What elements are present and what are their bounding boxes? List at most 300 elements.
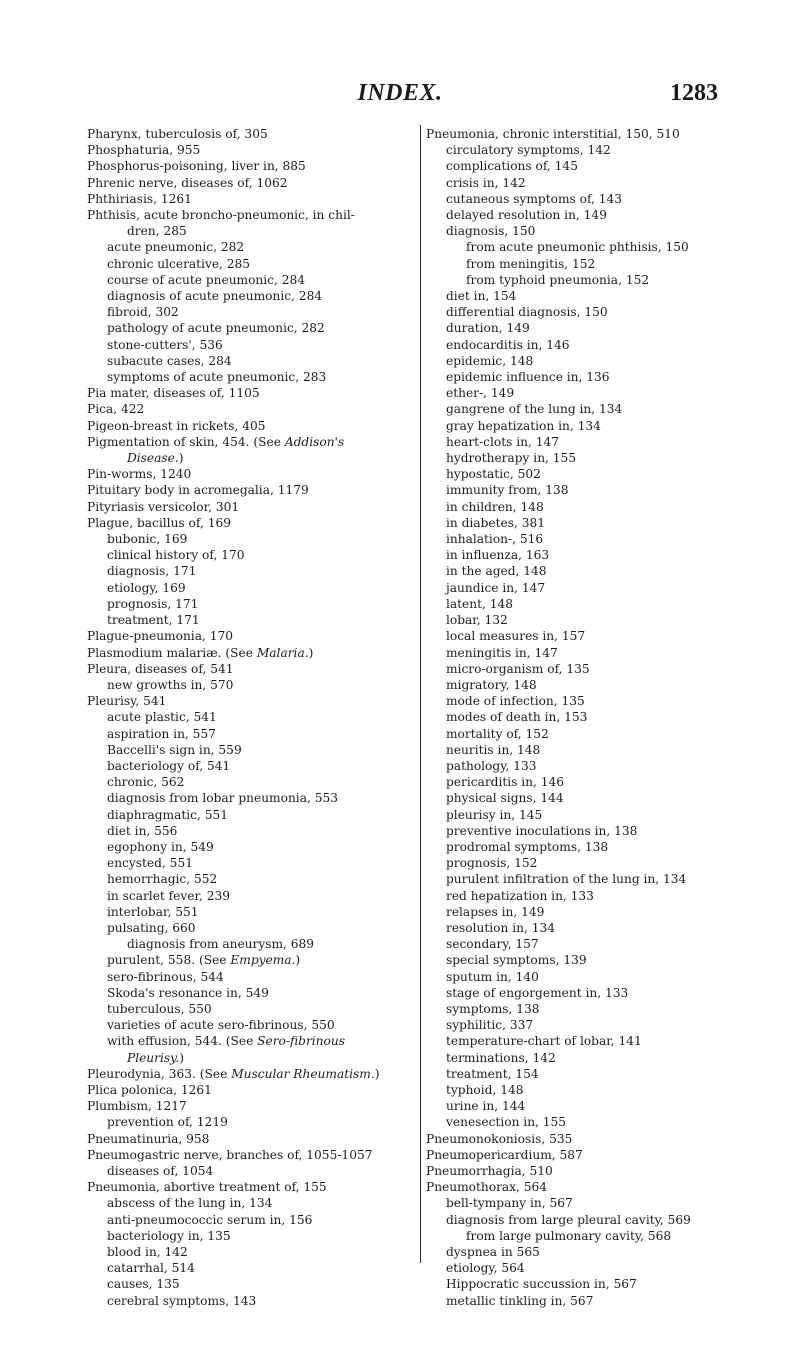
index-entry	[87, 920, 412, 936]
entry-text: purulent, 558. (See	[107, 953, 231, 968]
entry-text: stone-cutters', 536	[107, 337, 223, 352]
index-entry	[426, 1276, 751, 1292]
entry-text: in children, 148	[446, 499, 544, 514]
index-entry	[87, 515, 412, 531]
entry-text: differential diagnosis, 150	[446, 305, 608, 320]
index-entry	[87, 596, 412, 612]
index-entry	[87, 353, 412, 369]
entry-text: physical signs, 144	[446, 791, 564, 806]
index-entry	[87, 1147, 412, 1163]
entry-text: modes of death in, 153	[446, 710, 588, 725]
index-entry	[87, 661, 412, 677]
entry-text: preventive inoculations in, 138	[446, 823, 638, 838]
cross-reference: Sero-fibrinous	[257, 1034, 345, 1049]
index-entry	[87, 839, 412, 855]
entry-text: prognosis, 171	[107, 596, 199, 611]
entry-text: Pneumopericardium, 587	[426, 1147, 583, 1162]
index-entry	[87, 482, 412, 498]
index-entry	[426, 969, 751, 985]
cross-reference: Muscular Rheumatism.	[231, 1066, 375, 1081]
entry-text: typhoid, 148	[446, 1082, 524, 1097]
entry-text: acute pneumonic, 282	[107, 240, 245, 255]
entry-text: Pin-worms, 1240	[87, 467, 192, 482]
index-entry	[426, 758, 751, 774]
entry-text: in diabetes, 381	[446, 515, 545, 530]
entry-text: stage of engorgement in, 133	[446, 985, 629, 1000]
entry-text: cutaneous symptoms of, 143	[446, 191, 623, 206]
entry-text: metallic tinkling in, 567	[446, 1293, 594, 1308]
index-entry	[87, 709, 412, 725]
index-entry	[87, 499, 412, 515]
index-entry	[87, 1163, 412, 1179]
entry-text: mortality of, 152	[446, 726, 549, 741]
index-entry	[87, 531, 412, 547]
index-entry	[426, 774, 751, 790]
entry-text: in influenza, 163	[446, 548, 550, 563]
entry-text: chronic ulcerative, 285	[107, 256, 251, 271]
index-entry	[87, 256, 412, 272]
index-entry	[426, 191, 751, 207]
entry-text: diagnosis from aneurysm, 689	[127, 937, 315, 952]
index-entry	[87, 1276, 412, 1292]
entry-text: pathology, 133	[446, 758, 537, 773]
entry-text: bell-tympany in, 567	[446, 1196, 573, 1211]
index-entry	[426, 742, 751, 758]
entry-text: symptoms of acute pneumonic, 283	[107, 370, 327, 385]
entry-text: gangrene of the lung in, 134	[446, 402, 623, 417]
entry-text: prevention of, 1219	[107, 1115, 228, 1130]
entry-text: urine in, 144	[446, 1099, 526, 1114]
index-entry	[426, 288, 751, 304]
index-entry	[87, 1195, 412, 1211]
index-entry	[87, 418, 412, 434]
index-entry	[87, 1098, 412, 1114]
index-entry	[426, 1163, 751, 1179]
index-entry	[426, 401, 751, 417]
entry-text: etiology, 169	[107, 580, 186, 595]
entry-text: inhalation-, 516	[446, 532, 544, 547]
index-entry	[426, 142, 751, 158]
index-entry	[87, 580, 412, 596]
entry-text: blood in, 142	[107, 1245, 188, 1260]
index-entry	[426, 385, 751, 401]
entry-text: cerebral symptoms, 143	[107, 1293, 257, 1308]
index-entry	[87, 1033, 412, 1049]
index-entry	[426, 272, 751, 288]
index-entry	[426, 888, 751, 904]
index-entry	[426, 790, 751, 806]
index-entry	[426, 418, 751, 434]
entry-text: anti-pneumococcic serum in, 156	[107, 1212, 313, 1227]
entry-text: acute plastic, 541	[107, 710, 217, 725]
index-entry	[87, 645, 412, 661]
entry-text: Phosphaturia, 955	[87, 143, 201, 158]
entry-text: etiology, 564	[446, 1261, 525, 1276]
entry-text: temperature-chart of lobar, 141	[446, 1034, 642, 1049]
index-entry	[426, 320, 751, 336]
entry-text: dren, 285	[127, 224, 187, 239]
index-entry	[87, 272, 412, 288]
index-entry	[87, 871, 412, 887]
entry-text: Pia mater, diseases of, 1105	[87, 386, 260, 401]
entry-text: circulatory symptoms, 142	[446, 143, 611, 158]
index-entry	[87, 855, 412, 871]
index-entry	[87, 207, 412, 223]
index-entry	[426, 207, 751, 223]
index-entry	[87, 175, 412, 191]
index-entry	[87, 369, 412, 385]
entry-text: latent, 148	[446, 596, 514, 611]
entry-text: prodromal symptoms, 138	[446, 839, 609, 854]
index-entry	[426, 580, 751, 596]
entry-tail: )	[374, 1066, 380, 1081]
entry-text: local measures in, 157	[446, 629, 586, 644]
entry-text: terminations, 142	[446, 1050, 556, 1065]
index-entry	[426, 531, 751, 547]
index-entry	[87, 1212, 412, 1228]
index-entry	[87, 1131, 412, 1147]
index-entry	[87, 304, 412, 320]
index-entry	[87, 904, 412, 920]
index-entry	[426, 239, 751, 255]
index-entry	[426, 256, 751, 272]
index-entry	[87, 1293, 412, 1309]
entry-text: venesection in, 155	[446, 1115, 567, 1130]
index-entry	[87, 320, 412, 336]
entry-text: Pleurisy, 541	[87, 694, 167, 709]
entry-text: treatment, 154	[446, 1066, 539, 1081]
entry-text: Plica polonica, 1261	[87, 1082, 212, 1097]
index-entry	[87, 1050, 412, 1066]
index-entry	[87, 952, 412, 968]
index-entry	[87, 726, 412, 742]
entry-text: secondary, 157	[446, 937, 539, 952]
entry-text: sero-fibrinous, 544	[107, 969, 224, 984]
index-entry	[426, 1050, 751, 1066]
index-entry	[87, 1228, 412, 1244]
column-divider	[420, 125, 421, 1263]
entry-text: Pityriasis versicolor, 301	[87, 499, 240, 514]
index-entry	[87, 758, 412, 774]
entry-text: from acute pneumonic phthisis, 150	[466, 240, 689, 255]
index-entry	[426, 337, 751, 353]
entry-text: encysted, 551	[107, 856, 193, 871]
entry-text: diagnosis, 171	[107, 564, 197, 579]
entry-text: diet in, 154	[446, 289, 517, 304]
index-entry	[426, 563, 751, 579]
entry-text: diet in, 556	[107, 823, 178, 838]
index-entry	[426, 1293, 751, 1309]
index-entry	[426, 158, 751, 174]
index-entry	[426, 126, 751, 142]
entry-text: Plague-pneumonia, 170	[87, 629, 233, 644]
index-entry	[426, 304, 751, 320]
entry-text: Pneumatinuria, 958	[87, 1131, 210, 1146]
index-entry	[87, 888, 412, 904]
index-entry	[87, 288, 412, 304]
entry-text: tuberculous, 550	[107, 1001, 212, 1016]
index-entry	[87, 628, 412, 644]
index-entry	[426, 482, 751, 498]
entry-text: new growths in, 570	[107, 677, 234, 692]
index-entry	[87, 1001, 412, 1017]
index-entry	[426, 1082, 751, 1098]
entry-text: epidemic, 148	[446, 353, 534, 368]
entry-text: chronic, 562	[107, 775, 185, 790]
index-entry	[426, 823, 751, 839]
index-entry	[87, 191, 412, 207]
entry-text: micro-organism of, 135	[446, 661, 590, 676]
entry-text: Pneumorrhagia, 510	[426, 1164, 553, 1178]
entry-text: egophony in, 549	[107, 839, 214, 854]
entry-text: purulent infiltration of the lung in, 134	[446, 872, 687, 887]
index-entry	[426, 1179, 751, 1195]
index-entry	[426, 612, 751, 628]
index-entry	[426, 1017, 751, 1033]
entry-text: Pleurodynia, 363. (See	[87, 1066, 232, 1081]
entry-text: Phthisis, acute broncho-pneumonic, in chil-	[87, 208, 355, 223]
entry-text: Pica, 422	[87, 402, 145, 417]
index-entry	[426, 920, 751, 936]
index-entry	[87, 142, 412, 158]
entry-text: fibroid, 302	[107, 305, 179, 320]
index-entry	[87, 1082, 412, 1098]
entry-text: Skoda's resonance in, 549	[107, 985, 269, 1000]
index-entry	[426, 596, 751, 612]
entry-text: symptoms, 138	[446, 1001, 540, 1016]
entry-text: migratory, 148	[446, 677, 537, 692]
entry-text: Pneumonia, abortive treatment of, 155	[87, 1180, 327, 1195]
index-entry	[87, 693, 412, 709]
index-entry	[426, 709, 751, 725]
entry-text: with effusion, 544. (See	[107, 1034, 258, 1049]
entry-text: Plumbism, 1217	[87, 1099, 187, 1114]
index-entry	[426, 1098, 751, 1114]
index-entry	[426, 855, 751, 871]
index-entry	[426, 175, 751, 191]
entry-text: causes, 135	[107, 1277, 180, 1292]
index-entry	[426, 515, 751, 531]
index-entry	[87, 547, 412, 563]
entry-text: endocarditis in, 146	[446, 337, 570, 352]
entry-text: hydrotherapy in, 155	[446, 451, 577, 466]
entry-text: Pharynx, tuberculosis of, 305	[87, 127, 268, 141]
cross-reference: Malaria.	[256, 645, 309, 660]
entry-text: course of acute pneumonic, 284	[107, 272, 306, 287]
entry-text: syphilitic, 337	[446, 1018, 534, 1033]
index-entry	[87, 985, 412, 1001]
index-entry	[426, 1195, 751, 1211]
index-entry	[426, 904, 751, 920]
entry-text: Plasmodium malariæ. (See	[87, 645, 257, 660]
index-entry	[426, 1001, 751, 1017]
index-entry	[426, 1228, 751, 1244]
entry-text: abscess of the lung in, 134	[107, 1196, 273, 1211]
index-entry	[426, 677, 751, 693]
entry-text: dyspnea in 565	[446, 1245, 540, 1260]
index-entry	[426, 936, 751, 952]
index-entry	[426, 1033, 751, 1049]
entry-text: treatment, 171	[107, 613, 200, 628]
entry-text: pathology of acute pneumonic, 282	[107, 321, 325, 336]
index-entry	[426, 1131, 751, 1147]
entry-text: interlobar, 551	[107, 904, 199, 919]
index-entry	[426, 1244, 751, 1260]
entry-text: hypostatic, 502	[446, 467, 541, 482]
index-entry	[426, 1114, 751, 1130]
index-entry	[87, 1114, 412, 1130]
entry-text: Pneumonia, chronic interstitial, 150, 510	[426, 127, 680, 141]
entry-text: aspiration in, 557	[107, 726, 216, 741]
index-entry	[87, 1066, 412, 1082]
entry-text: diagnosis from lobar pneumonia, 553	[107, 791, 338, 806]
index-entry	[87, 158, 412, 174]
index-entry	[87, 807, 412, 823]
index-entry	[426, 839, 751, 855]
entry-text: bacteriology of, 541	[107, 758, 231, 773]
index-entry	[426, 223, 751, 239]
entry-text: diseases of, 1054	[107, 1164, 214, 1178]
entry-text: jaundice in, 147	[446, 580, 546, 595]
entry-text: catarrhal, 514	[107, 1261, 195, 1276]
index-entry	[87, 563, 412, 579]
entry-text: Pneumothorax, 564	[426, 1180, 548, 1195]
index-entry	[87, 434, 412, 450]
index-entry	[426, 1260, 751, 1276]
page-number: 1283	[670, 80, 718, 106]
page-header	[0, 80, 800, 114]
index-entry	[87, 126, 412, 142]
cross-reference: Disease.	[127, 451, 179, 466]
entry-text: hemorrhagic, 552	[107, 872, 218, 887]
entry-text: from large pulmonary cavity, 568	[466, 1228, 672, 1243]
index-column-left	[87, 126, 412, 1309]
entry-text: Phthiriasis, 1261	[87, 191, 192, 206]
entry-text: meningitis in, 147	[446, 645, 558, 660]
entry-text: red hepatization in, 133	[446, 888, 594, 903]
entry-text: crisis in, 142	[446, 175, 526, 190]
entry-tail: )	[178, 451, 184, 466]
entry-text: special symptoms, 139	[446, 953, 587, 968]
entry-text: bubonic, 169	[107, 532, 188, 547]
entry-text: Pigeon-breast in rickets, 405	[87, 418, 266, 433]
entry-text: in the aged, 148	[446, 564, 547, 579]
entry-text: pulsating, 660	[107, 920, 196, 935]
index-entry	[426, 952, 751, 968]
index-entry	[87, 969, 412, 985]
entry-text: clinical history of, 170	[107, 548, 245, 563]
entry-text: gray hepatization in, 134	[446, 418, 601, 433]
entry-text: mode of infection, 135	[446, 694, 585, 709]
entry-text: Pneumogastric nerve, branches of, 1055-1057	[87, 1147, 373, 1162]
index-entry	[426, 450, 751, 466]
index-entry	[87, 466, 412, 482]
cross-reference: Empyema.	[230, 953, 296, 968]
entry-text: lobar, 132	[446, 613, 508, 628]
entry-text: Pneumonokoniosis, 535	[426, 1131, 573, 1146]
index-entry	[426, 628, 751, 644]
index-entry	[87, 401, 412, 417]
entry-text: diaphragmatic, 551	[107, 807, 228, 822]
index-entry	[426, 1066, 751, 1082]
index-entry	[426, 499, 751, 515]
entry-text: relapses in, 149	[446, 904, 545, 919]
entry-text: Plague, bacillus of, 169	[87, 515, 231, 530]
entry-text: prognosis, 152	[446, 856, 538, 871]
index-entry	[87, 774, 412, 790]
page-title: INDEX.	[357, 80, 443, 106]
entry-text: diagnosis, 150	[446, 224, 536, 239]
entry-text: pericarditis in, 146	[446, 775, 565, 790]
entry-text: ether-, 149	[446, 386, 515, 401]
index-entry	[426, 985, 751, 1001]
entry-text: in scarlet fever, 239	[107, 888, 230, 903]
entry-text: Phrenic nerve, diseases of, 1062	[87, 175, 288, 190]
entry-text: Baccelli's sign in, 559	[107, 742, 242, 757]
index-entry	[426, 871, 751, 887]
index-entry	[426, 434, 751, 450]
index-entry	[87, 223, 412, 239]
entry-text: from typhoid pneumonia, 152	[466, 272, 650, 287]
index-entry	[426, 466, 751, 482]
entry-text: neuritis in, 148	[446, 742, 541, 757]
index-entry	[87, 239, 412, 255]
entry-text: delayed resolution in, 149	[446, 208, 607, 223]
entry-text: complications of, 145	[446, 159, 578, 174]
index-entry	[426, 547, 751, 563]
entry-text: diagnosis from large pleural cavity, 569	[446, 1212, 691, 1227]
entry-text: Phosphorus-poisoning, liver in, 885	[87, 159, 306, 174]
index-entry	[87, 1260, 412, 1276]
cross-reference: Addison's	[284, 434, 345, 449]
index-entry	[87, 337, 412, 353]
entry-text: diagnosis of acute pneumonic, 284	[107, 289, 323, 304]
index-entry	[426, 645, 751, 661]
entry-text: resolution in, 134	[446, 920, 555, 935]
index-column-right	[426, 126, 751, 1309]
entry-text: epidemic influence in, 136	[446, 370, 610, 385]
entry-text: Hippocratic succussion in, 567	[446, 1277, 637, 1292]
entry-text: heart-clots in, 147	[446, 434, 560, 449]
index-entry	[87, 677, 412, 693]
entry-text: immunity from, 138	[446, 483, 569, 498]
index-entry	[87, 742, 412, 758]
index-entry	[87, 1179, 412, 1195]
entry-text: Pleura, diseases of, 541	[87, 661, 234, 676]
entry-text: from meningitis, 152	[466, 256, 596, 271]
index-entry	[87, 1017, 412, 1033]
entry-tail: )	[308, 645, 314, 660]
entry-text: pleurisy in, 145	[446, 807, 543, 822]
entry-text: Pigmentation of skin, 454. (See	[87, 434, 285, 449]
index-entry	[426, 1212, 751, 1228]
index-entry	[426, 1147, 751, 1163]
index-entry	[87, 450, 412, 466]
entry-text: Pituitary body in acromegalia, 1179	[87, 483, 309, 498]
entry-text: duration, 149	[446, 321, 530, 336]
index-entry	[87, 612, 412, 628]
index-entry	[426, 807, 751, 823]
entry-text: subacute cases, 284	[107, 353, 232, 368]
index-entry	[426, 369, 751, 385]
index-entry	[87, 1244, 412, 1260]
cross-reference: Pleurisy.	[127, 1050, 180, 1065]
index-entry	[87, 790, 412, 806]
entry-tail: )	[295, 953, 301, 968]
index-entry	[87, 936, 412, 952]
index-entry	[426, 726, 751, 742]
index-entry	[87, 823, 412, 839]
